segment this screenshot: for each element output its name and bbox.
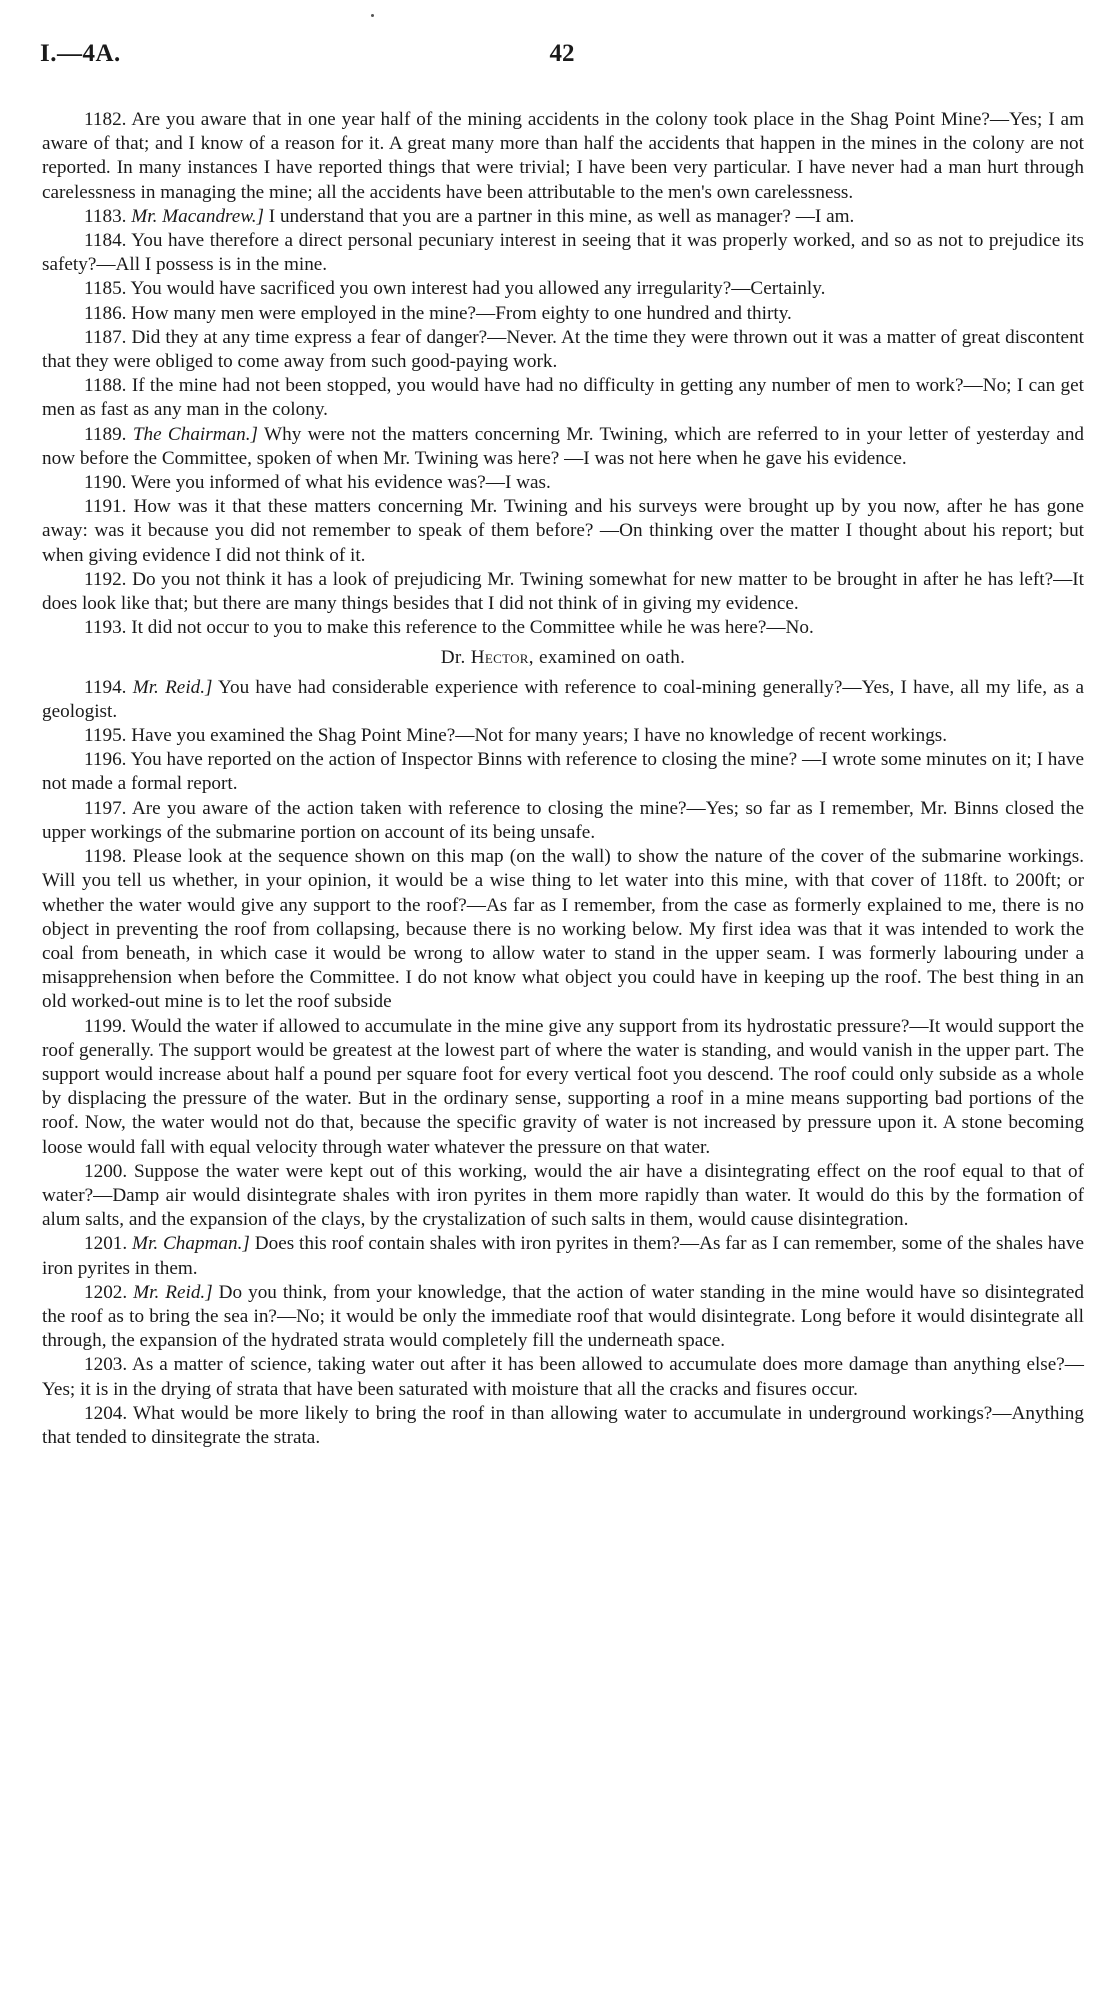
evidence-section-2 — [42, 676, 1084, 1451]
question-paragraph — [42, 724, 1084, 748]
question-text: Are you aware that in one year half of the mining accidents in the colony took place in the Shag Point Mine?—Yes; I am aware of that; and I know of a reason for it. A great many more than half the accidents that happen in the mines in the colony are not reported. In many instances I have reported things that were trivial; I have been very particular. I have never had a man hurt through carelessness in managing the mine; all the accidents have been attributable to the men's own carelessness. — [42, 109, 1084, 203]
speaker-name: The Chairman.] — [132, 423, 259, 445]
question-text: How was it that these matters concerning Mr. Twining and his surveys were brought up by you now, after he has gone away: was it because you did not remember to speak of them before? —On thinking over the matter I thought about his report; but when giving evidence I did not think of it. — [42, 496, 1084, 566]
question-number: 1183. — [84, 205, 127, 227]
question-number: 1191. — [84, 496, 127, 518]
question-text: Are you aware of the action taken with reference to closing the mine?—Yes; so far as I remember, Mr. Binns closed the upper workings of the submarine portion on account of its being unsafe. — [42, 797, 1084, 843]
question-text: You have therefore a direct personal pecuniary interest in seeing that it was properly worked, and so as not to prejudice its safety?—All I possess is in the mine. — [42, 230, 1084, 276]
question-text: You would have sacrificed you own interest had you allowed any irregularity?—Certainly. — [126, 278, 826, 300]
question-number: 1198. — [84, 846, 127, 868]
question-text: You have reported on the action of Inspector Binns with reference to closing the mine? —I wrote some minutes on it; I have not made a formal report. — [42, 749, 1084, 795]
evidence-section-1 — [42, 108, 1084, 640]
question-number: 1200. — [84, 1160, 128, 1182]
question-text: Do you not think it has a look of prejudicing Mr. Twining somewhat for new matter to be brought in after he has left?—It does look like that; but there are many things besides that I did not think of in giving my evidence. — [42, 568, 1084, 615]
question-number: 1186. — [84, 302, 127, 324]
question-paragraph — [42, 1160, 1084, 1233]
question-text: I understand that you are a partner in this mine, as well as manager? —I am. — [263, 205, 855, 227]
page-header — [40, 40, 1084, 80]
question-paragraph — [42, 1281, 1084, 1354]
question-text: Do you think, from your knowledge, that the action of water standing in the mine would have so disintegrated the roof as to bring the sea in?—No; it would be only the immediate roof that would disintegrate. Long before it would disintegrate all through, the expansion of the hydrated strata would completely fill the underneath space. — [42, 1281, 1084, 1352]
speaker-name: Mr. Reid.] — [132, 676, 213, 698]
question-paragraph — [42, 1353, 1084, 1401]
question-text: Have you examined the Shag Point Mine?—Not for many years; I have no knowledge of recent workings. — [126, 725, 948, 747]
question-number: 1194. — [84, 676, 127, 698]
question-number: 1204. — [84, 1402, 128, 1424]
question-text: Why were not the matters concerning Mr. Twining, which are referred to in your letter of yesterday and now before the Committee, spoken of when Mr. Twining was here? —I was not here when he gave his evidence. — [42, 423, 1085, 469]
question-paragraph — [42, 471, 1084, 495]
question-text: Please look at the sequence shown on this map (on the wall) to show the nature of the cover of the submarine workings. Will you tell us whether, in your opinion, it would be a wise thing to let water into this mine, with that cover of 118ft. to 200ft; or whether the water would give any support to the roof?—As far as I remember, from the case as formerly explained to me, there is no object in preventing the roof from collapsing, because there is no working below. My first idea was that it was intended to work the coal from beneath, in which case it would be wrong to allow water to stand in the upper seam. I was formerly labouring under a misapprehension when before the Committee. I do not know what object you could have in keeping up the roof. The best thing in an old worked-out mine is to let the roof subside — [42, 846, 1084, 1013]
question-number: 1195. — [84, 725, 127, 747]
question-paragraph — [42, 229, 1084, 277]
question-number: 1203. — [84, 1354, 128, 1376]
question-paragraph — [42, 1015, 1084, 1160]
question-number: 1189. — [84, 423, 127, 445]
question-number: 1193. — [84, 617, 127, 639]
question-text: If the mine had not been stopped, you would have had no difficulty in getting any number of men to work?—No; I can get men as fast as any man in the colony. — [42, 375, 1084, 421]
question-number: 1184. — [84, 230, 127, 252]
question-number: 1190. — [84, 472, 127, 494]
question-paragraph — [42, 568, 1084, 616]
question-number: 1199. — [84, 1015, 127, 1037]
question-number: 1201. — [84, 1233, 128, 1255]
question-text: Suppose the water were kept out of this working, would the air have a disintegrating effect on the roof equal to that of water?—Damp air would disintegrate shales with iron pyrites in them more rapidly than water. It would do this by the formation of alum salts, and the expansion of the clays, by the crystalization of such salts in them, would cause disintegration. — [42, 1160, 1084, 1231]
question-paragraph — [42, 108, 1084, 205]
question-paragraph — [42, 797, 1084, 845]
question-paragraph — [42, 374, 1084, 422]
question-number: 1182. — [84, 109, 127, 130]
question-text: You have had considerable experience with reference to coal-mining generally?—Yes, I have, all my life, as a geologist. — [42, 676, 1084, 722]
question-paragraph — [42, 845, 1084, 1014]
question-number: 1185. — [84, 278, 127, 300]
question-text: Were you informed of what his evidence was?—I was. — [126, 472, 551, 494]
speaker-name: Mr. Reid.] — [133, 1281, 213, 1303]
question-paragraph — [42, 495, 1084, 568]
question-text: It did not occur to you to make this reference to the Committee while he was here?—No. — [126, 617, 814, 639]
question-paragraph — [42, 748, 1084, 796]
speaker-name: Mr. Chapman.] — [132, 1233, 250, 1255]
question-paragraph — [42, 205, 1084, 229]
question-paragraph — [42, 326, 1084, 374]
question-paragraph — [42, 423, 1084, 471]
question-text: What would be more likely to bring the roof in than allowing water to accumulate in underground workings?—Anything that tended to dinsitegrate the strata. — [42, 1402, 1084, 1448]
question-paragraph — [42, 302, 1084, 326]
question-text: Does this roof contain shales with iron pyrites in them?—As far as I can remember, some of the shales have iron pyrites in them. — [42, 1233, 1085, 1279]
question-text: Would the water if allowed to accumulate in the mine give any support from its hydrostatic pressure?—It would support the roof generally. The support would be greatest at the lowest part of where the water is standing, and would vanish in the upper part. The support would increase about half a pound per square foot for every vertical foot you descend. The roof could only subside as a whole by displacing the pressure of the water. But in the ordinary sense, supporting a roof in a mine means supporting bad portions of the roof. Now, the water would not do that, because the specific gravity of water is not increased by pressure upon it. A stone becoming loose would fall with equal velocity through water whatever the pressure on that water. — [42, 1015, 1084, 1158]
question-paragraph — [42, 676, 1084, 724]
heading-suffix: , examined on oath. — [528, 647, 686, 669]
question-paragraph — [42, 1402, 1084, 1450]
page-id: I.—4A. — [40, 40, 121, 67]
question-text: Did they at any time express a fear of danger?—Never. At the time they were thrown out it was a matter of great discontent that they were obliged to come away from such good-paying work. — [42, 326, 1084, 373]
question-number: 1187. — [84, 326, 127, 348]
question-paragraph — [42, 616, 1084, 640]
witness-heading — [42, 646, 1084, 670]
question-number: 1188. — [84, 375, 127, 397]
page-number: 42 — [549, 40, 575, 67]
question-paragraph — [42, 277, 1084, 301]
heading-prefix: Dr. — [440, 647, 471, 669]
question-number: 1196. — [84, 749, 127, 771]
question-number: 1197. — [84, 797, 127, 819]
question-text: How many men were employed in the mine?—From eighty to one hundred and thirty. — [126, 302, 792, 324]
witness-name: Hector — [470, 647, 529, 669]
question-paragraph — [42, 1232, 1084, 1280]
question-number: 1202. — [84, 1281, 128, 1303]
speaker-name: Mr. Macandrew.] — [131, 205, 264, 227]
question-text: As a matter of science, taking water out after it has been allowed to accumulate does more damage than anything else?—Yes; it is in the drying of strata that have been saturated with moisture that all the cracks and fisures occur. — [42, 1354, 1084, 1400]
question-number: 1192. — [84, 568, 127, 590]
speck-mark — [371, 14, 374, 17]
body-text — [42, 108, 1084, 1450]
